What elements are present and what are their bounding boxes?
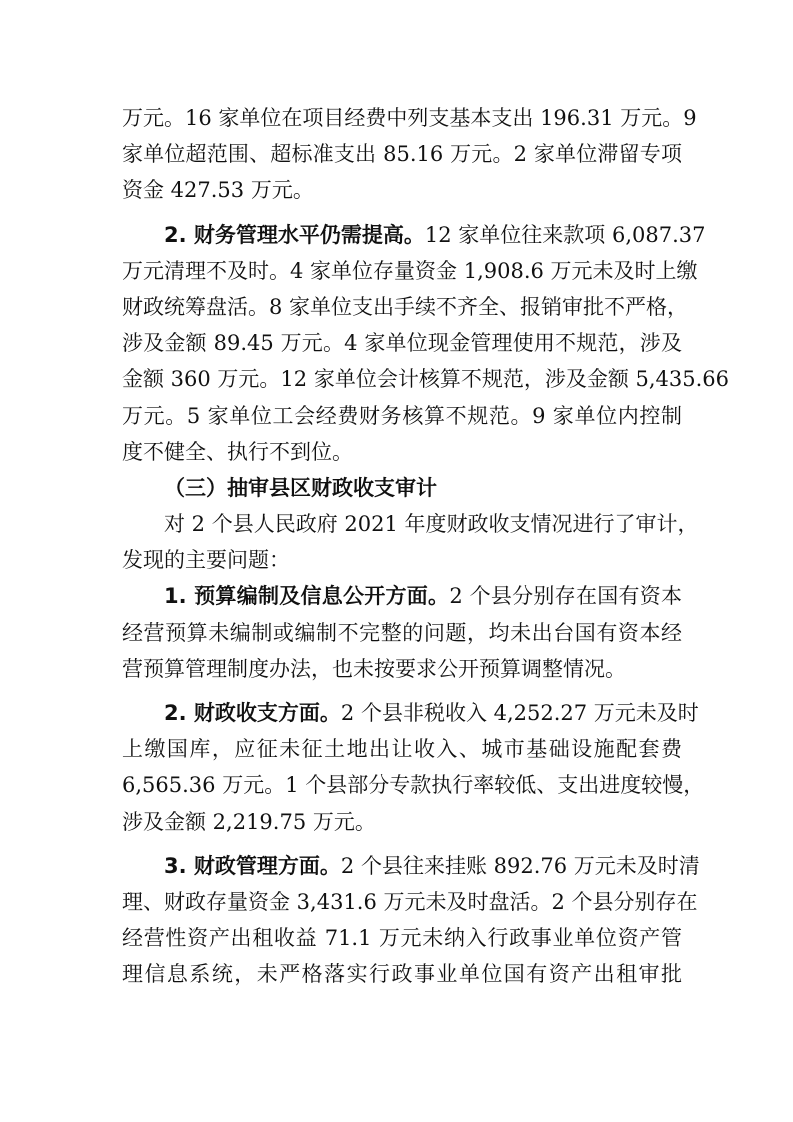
paragraph-lead: 1. 预算编制及信息公开方面。 (164, 584, 450, 609)
text-line: 资金 427.53 万元。 (122, 178, 314, 203)
text-line: 涉及金额 2,219.75 万元。 (122, 809, 376, 834)
text-line: 万元。16 家单位在项目经费中列支基本支出 196.31 万元。9 (122, 106, 697, 130)
text-line: 家单位超范围、超标准支出 85.16 万元。2 家单位滞留专项 (122, 142, 682, 167)
text-line (122, 578, 682, 614)
paragraph (122, 506, 699, 578)
text-line (122, 217, 706, 253)
text-line: 上缴国库，应征未征土地出让收入、城市基础设施配套费 (122, 737, 682, 762)
text-run: 2 个县分别存在国有资本 (449, 584, 682, 609)
text-line: 经营性资产出租收益 71.1 万元未纳入行政事业单位资产管 (122, 926, 682, 951)
paragraph-lead: 2. 财务管理水平仍需提高。 (164, 222, 425, 247)
text-line: 经营预算未编制或编制不完整的问题，均未出台国有资本经 (122, 620, 682, 645)
text-line (122, 695, 699, 731)
paragraph (122, 578, 682, 687)
text-line: 万元。5 家单位工会经费财务核算不规范。9 家单位内控制 (122, 403, 682, 428)
text-line: 金额 360 万元。12 家单位会计核算不规范，涉及金额 5,435.66 (122, 367, 730, 392)
text-line: 理信息系统，未严格落实行政事业单位国有资产出租审批 (122, 962, 682, 987)
paragraph (122, 848, 700, 993)
paragraph-lead: 2. 财政收支方面。 (164, 701, 341, 725)
text-line: 营预算管理制度办法，也未按要求公开预算调整情况。 (122, 656, 626, 681)
paragraph (122, 217, 730, 470)
section-heading: （三）抽审县区财政收支审计 (164, 475, 437, 500)
document-page (122, 100, 730, 993)
text-line (122, 848, 700, 884)
text-line: 对 2 个县人民政府 2021 年度财政收支情况进行了审计， (164, 512, 699, 537)
text-line: 万元清理不及时。4 家单位存量资金 1,908.6 万元未及时上缴 (122, 258, 698, 283)
text-line: 财政统筹盘活。8 家单位支出手续不齐全、报销审批不严格， (122, 294, 689, 319)
text-line: 理、财政存量资金 3,431.6 万元未及时盘活。2 个县分别存在 (122, 889, 698, 914)
text-line: 度不健全、执行不到位。 (122, 439, 353, 464)
paragraph (122, 100, 697, 209)
text-run: 12 家单位往来款项 6,087.37 (424, 222, 706, 247)
paragraph-lead: 3. 财政管理方面。 (164, 853, 341, 878)
text-run: 2 个县往来挂账 892.76 万元未及时清 (340, 853, 700, 878)
text-line: 涉及金额 89.45 万元。4 家单位现金管理使用不规范，涉及 (122, 331, 682, 356)
text-run: 2 个县非税收入 4,252.27 万元未及时 (340, 701, 699, 725)
paragraph (122, 695, 705, 840)
text-line: 6,565.36 万元。1 个县部分专款执行率较低、支出进度较慢， (122, 773, 705, 798)
text-line: 发现的主要问题： (122, 548, 290, 573)
